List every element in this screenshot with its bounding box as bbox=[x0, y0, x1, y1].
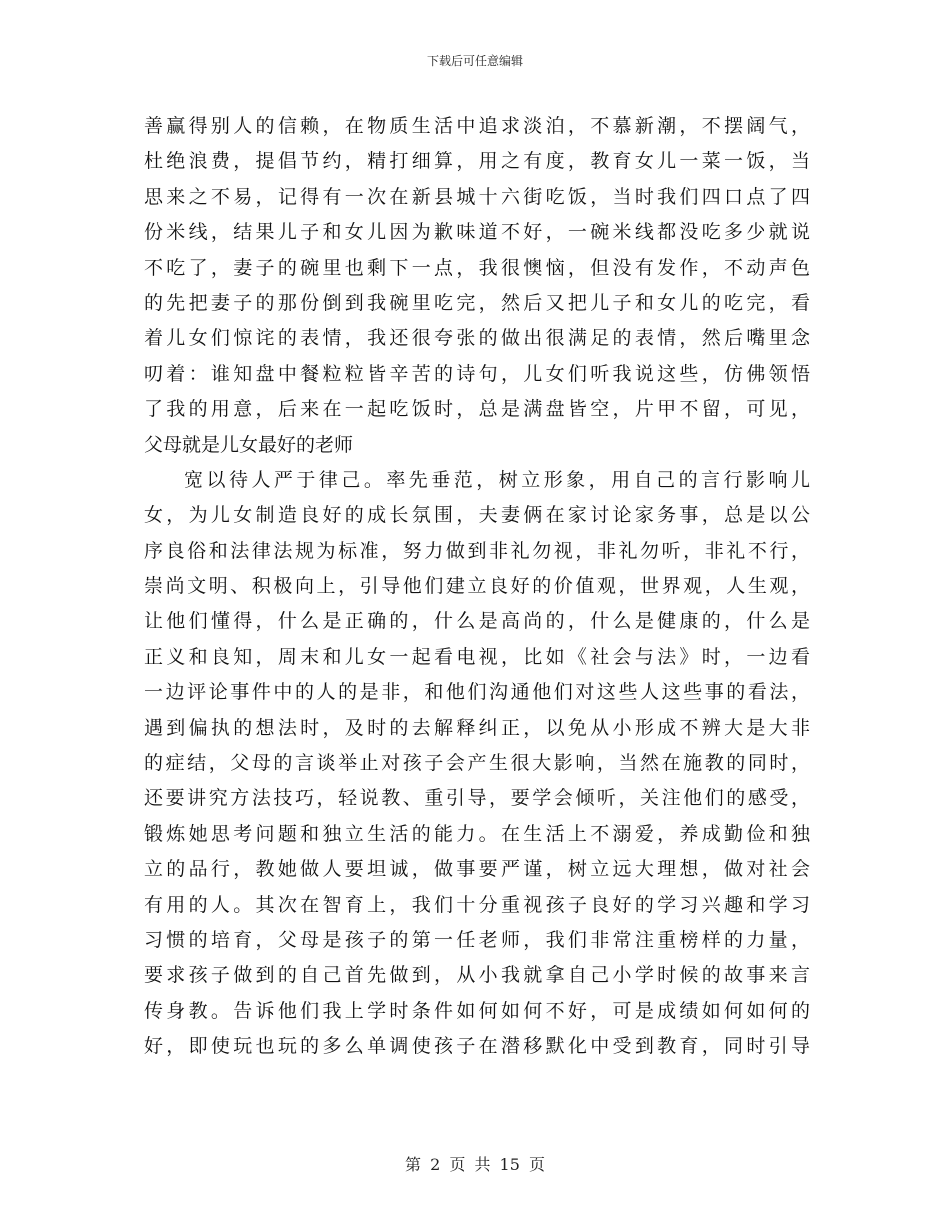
text-line: 女，为儿女制造良好的成长氛围，夫妻俩在家讨论家务事，总是以公 bbox=[144, 504, 810, 527]
text-line: 杜绝浪费，提倡节约，精打细算，用之有度，教育女儿一菜一饭，当 bbox=[144, 150, 810, 173]
text-line: 遇到偏执的想法时，及时的去解释纠正，以免从小形成不辨大是大非 bbox=[144, 716, 810, 739]
text-line: 有用的人。其次在智育上，我们十分重视孩子良好的学习兴趣和学习 bbox=[144, 893, 810, 916]
text-line: 份米线，结果儿子和女儿因为歉味道不好，一碗米线都没吃多少就说 bbox=[144, 221, 810, 244]
text-line: 思来之不易，记得有一次在新县城十六街吃饭，当时我们四口点了四 bbox=[144, 185, 810, 208]
text-line: 正义和良知，周末和儿女一起看电视，比如《社会与法》时，一边看 bbox=[144, 645, 810, 668]
text-line: 不吃了，妻子的碗里也剩下一点，我很懊恼，但没有发作，不动声色 bbox=[144, 256, 810, 279]
text-line: 要求孩子做到的自己首先做到，从小我就拿自己小学时候的故事来言 bbox=[144, 964, 810, 987]
text-line: 一边评论事件中的人的是非，和他们沟通他们对这些人这些事的看法， bbox=[144, 681, 810, 704]
text-line: 还要讲究方法技巧，轻说教、重引导，要学会倾听，关注他们的感受， bbox=[144, 787, 810, 810]
page-header: 下载后可任意编辑 bbox=[426, 54, 523, 68]
page-number: 第 2 页 共 15 页 bbox=[405, 1155, 545, 1174]
paragraph-end-line: 父母就是儿女最好的老师 bbox=[144, 433, 354, 456]
text-line: 好，即使玩也玩的多么单调使孩子在潜移默化中受到教育，同时引导 bbox=[144, 1035, 810, 1058]
text-line: 立的品行，教她做人要坦诚，做事要严谨，树立远大理想，做对社会 bbox=[144, 858, 810, 881]
text-line: 习惯的培育，父母是孩子的第一任老师，我们非常注重榜样的力量， bbox=[144, 928, 810, 951]
text-line: 让他们懂得，什么是正确的，什么是高尚的，什么是健康的，什么是 bbox=[144, 610, 810, 633]
paragraph-start-line: 宽以待人严于律己。率先垂范，树立形象，用自己的言行影响儿 bbox=[184, 468, 810, 491]
body-text bbox=[144, 109, 810, 1065]
text-line: 序良俗和法律法规为标准，努力做到非礼勿视，非礼勿听，非礼不行， bbox=[144, 539, 810, 562]
text-line: 善赢得别人的信赖，在物质生活中追求淡泊，不慕新潮，不摆阔气， bbox=[144, 115, 810, 137]
text-line: 的先把妻子的那份倒到我碗里吃完，然后又把儿子和女儿的吃完，看 bbox=[144, 291, 810, 314]
text-line: 传身教。告诉他们我上学时条件如何如何不好，可是成绩如何如何的 bbox=[144, 999, 810, 1022]
text-line: 崇尚文明、积极向上，引导他们建立良好的价值观，世界观，人生观， bbox=[144, 575, 810, 598]
text-line: 锻炼她思考问题和独立生活的能力。在生活上不溺爱，养成勤俭和独 bbox=[144, 822, 810, 845]
text-line: 着儿女们惊诧的表情，我还很夸张的做出很满足的表情，然后嘴里念 bbox=[144, 327, 810, 350]
text-line: 的症结，父母的言谈举止对孩子会产生很大影响，当然在施教的同时， bbox=[144, 752, 810, 775]
text-line: 了我的用意，后来在一起吃饭时，总是满盘皆空，片甲不留，可见， bbox=[144, 398, 810, 421]
text-line: 叨着：谁知盘中餐粒粒皆辛苦的诗句，儿女们听我说这些，仿佛领悟 bbox=[144, 362, 810, 385]
